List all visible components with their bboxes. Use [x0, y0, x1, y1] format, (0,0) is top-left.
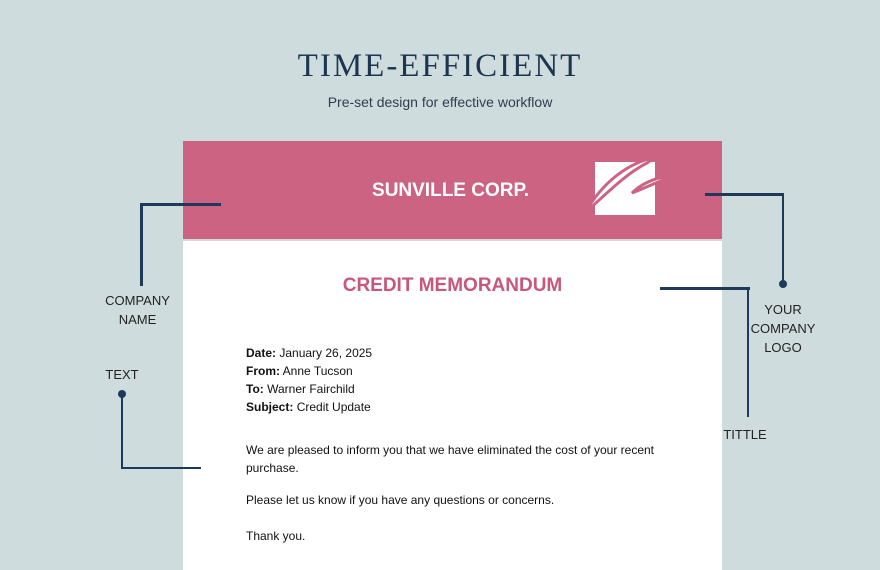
field-value: Anne Tucson [282, 364, 353, 378]
connector-line [705, 193, 784, 196]
memo-fields [246, 344, 372, 416]
annotation-company-name: COMPANY NAME [105, 293, 170, 327]
annotation-text: TEXT [105, 367, 139, 382]
paragraph: Thank you. [246, 529, 306, 543]
company-logo-icon [582, 153, 677, 217]
field-label: Date: [246, 346, 277, 360]
company-name: SUNVILLE CORP. [372, 180, 529, 201]
connector-line [121, 467, 201, 469]
connector-dot [779, 280, 787, 288]
field-value: January 26, 2025 [279, 346, 373, 360]
field-label: From: [246, 364, 280, 378]
connector-line [121, 393, 123, 468]
paragraph: Please let us know if you have any questions or concerns. [246, 493, 555, 507]
hero-title: TIME-EFFICIENT [297, 48, 583, 84]
field-date [246, 344, 372, 362]
annotation-title: TITTLE [723, 427, 767, 442]
connector-line [140, 203, 221, 206]
annotation-logo: YOUR COMPANY LOGO [750, 302, 816, 355]
field-subject [246, 398, 372, 416]
paragraph: We are pleased to inform you that we have eliminated the cost of your recent purchase. [246, 443, 654, 475]
field-label: Subject: [246, 400, 294, 414]
connector-line [660, 287, 750, 290]
document-title: CREDIT MEMORANDUM [342, 275, 563, 296]
field-to [246, 380, 372, 398]
connector-line [782, 193, 784, 283]
field-from [246, 362, 372, 380]
field-value: Credit Update [296, 400, 371, 414]
field-label: To: [246, 382, 264, 396]
connector-line [747, 287, 749, 417]
connector-line [140, 203, 143, 286]
field-value: Warner Fairchild [267, 382, 355, 396]
hero-subtitle: Pre-set design for effective workflow [327, 94, 553, 110]
